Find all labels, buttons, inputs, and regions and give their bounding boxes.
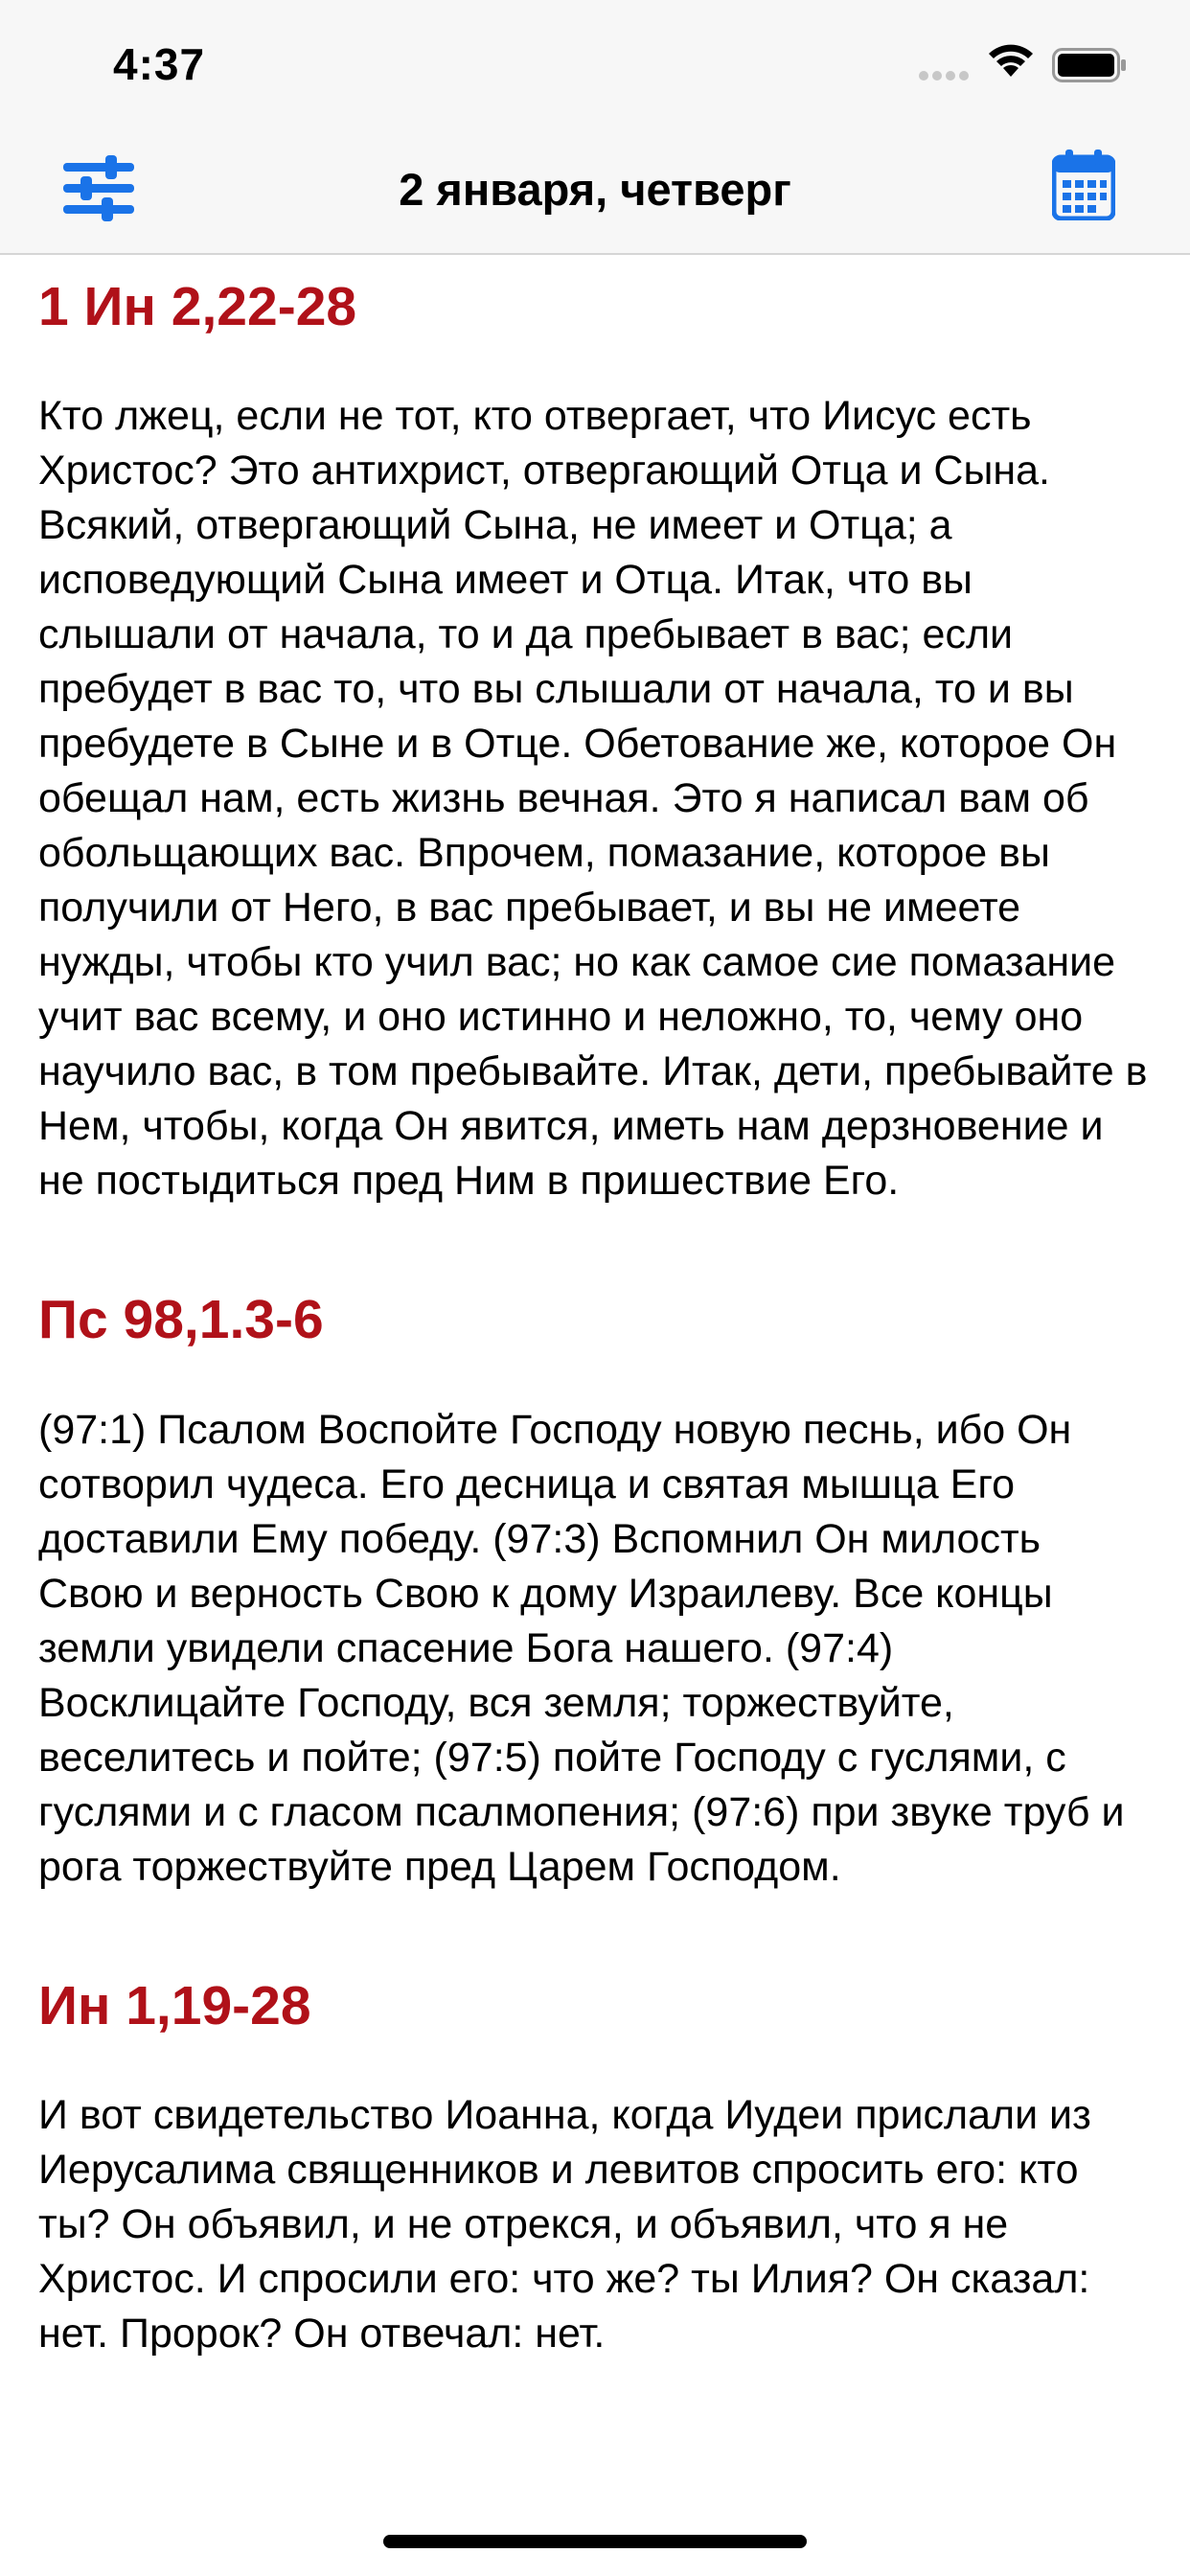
readings-content[interactable] (0, 255, 1190, 2469)
calendar-icon[interactable] (1052, 150, 1115, 220)
reading-text: И вот свидетельство Иоанна, когда Иудеи прислали из Иерусалима священников и левитов спросить его: кто ты? Он объявил, и не отрекся, и объявил, что я не Христос. И спросили его: что же? ты Илия? Он сказал: нет. Пророк? Он отвечал: нет. (38, 2092, 1091, 2358)
reading-text: (97:1) Псалом Воспойте Господу новую песнь, ибо Он сотворил чудеса. Его десница и святая мышца Его доставили Ему победу. (97:3) Вспомнил Он милость Свою и верность Свою к дому Израилеву. Все концы земли увидели спасение Бога нашего. (97:4) Восклицайте Господу, вся земля; торжествуйте, веселитесь и пойте; (97:5) пойте Господу с гуслями, с гуслями и с гласом псалмопения; (97:6) при звуке труб и рога торжествуйте пред Царем Господом. (38, 1406, 1125, 1890)
status-time: 4:37 (113, 39, 206, 89)
home-indicator[interactable] (383, 2535, 807, 2548)
reading-gospel (0, 1973, 1190, 2361)
page-title: 2 января, четверг (399, 164, 791, 215)
reading-first (0, 255, 1190, 1208)
wifi-icon (987, 42, 1035, 79)
battery-icon (1052, 48, 1127, 82)
reading-psalm (0, 1287, 1190, 1894)
status-bar (0, 0, 1190, 126)
reading-reference: Ин 1,19-28 (38, 1974, 311, 2036)
reading-text: Кто лжец, если не тот, кто отвергает, что Иисус есть Христос? Это антихрист, отвергающий Отца и Сына. Всякий, отвергающий Сына, не имеет и Отца; а исповедующий Сына имеет и Отца. Итак, что вы слышали от начала, то и да пребывает в вас; если пребудет в вас то, что вы слышали от начала, то и вы пребудете в Сыне и в Отце. Обетование же, которое Он обещал нам, есть жизнь вечная. Это я написал вам об обольщающих вас. Впрочем, помазание, которое вы получили от Него, в вас пребывает, и вы не имеете нужды, чтобы кто учил вас; но как самое сие помазание учит вас всему, и оно истинно и неложно, то, чему оно научило вас, в том пребывайте. Итак, дети, пребывайте в Нем, чтобы, когда Он явится, иметь нам дерзновение и не постыдиться пред Ним в пришествие Его. (38, 393, 1148, 1205)
cellular-signal-icon (918, 69, 972, 82)
reading-reference: 1 Ин 2,22-28 (38, 276, 357, 337)
reading-reference: Пс 98,1.3-6 (38, 1289, 324, 1351)
navigation-bar (0, 126, 1190, 255)
